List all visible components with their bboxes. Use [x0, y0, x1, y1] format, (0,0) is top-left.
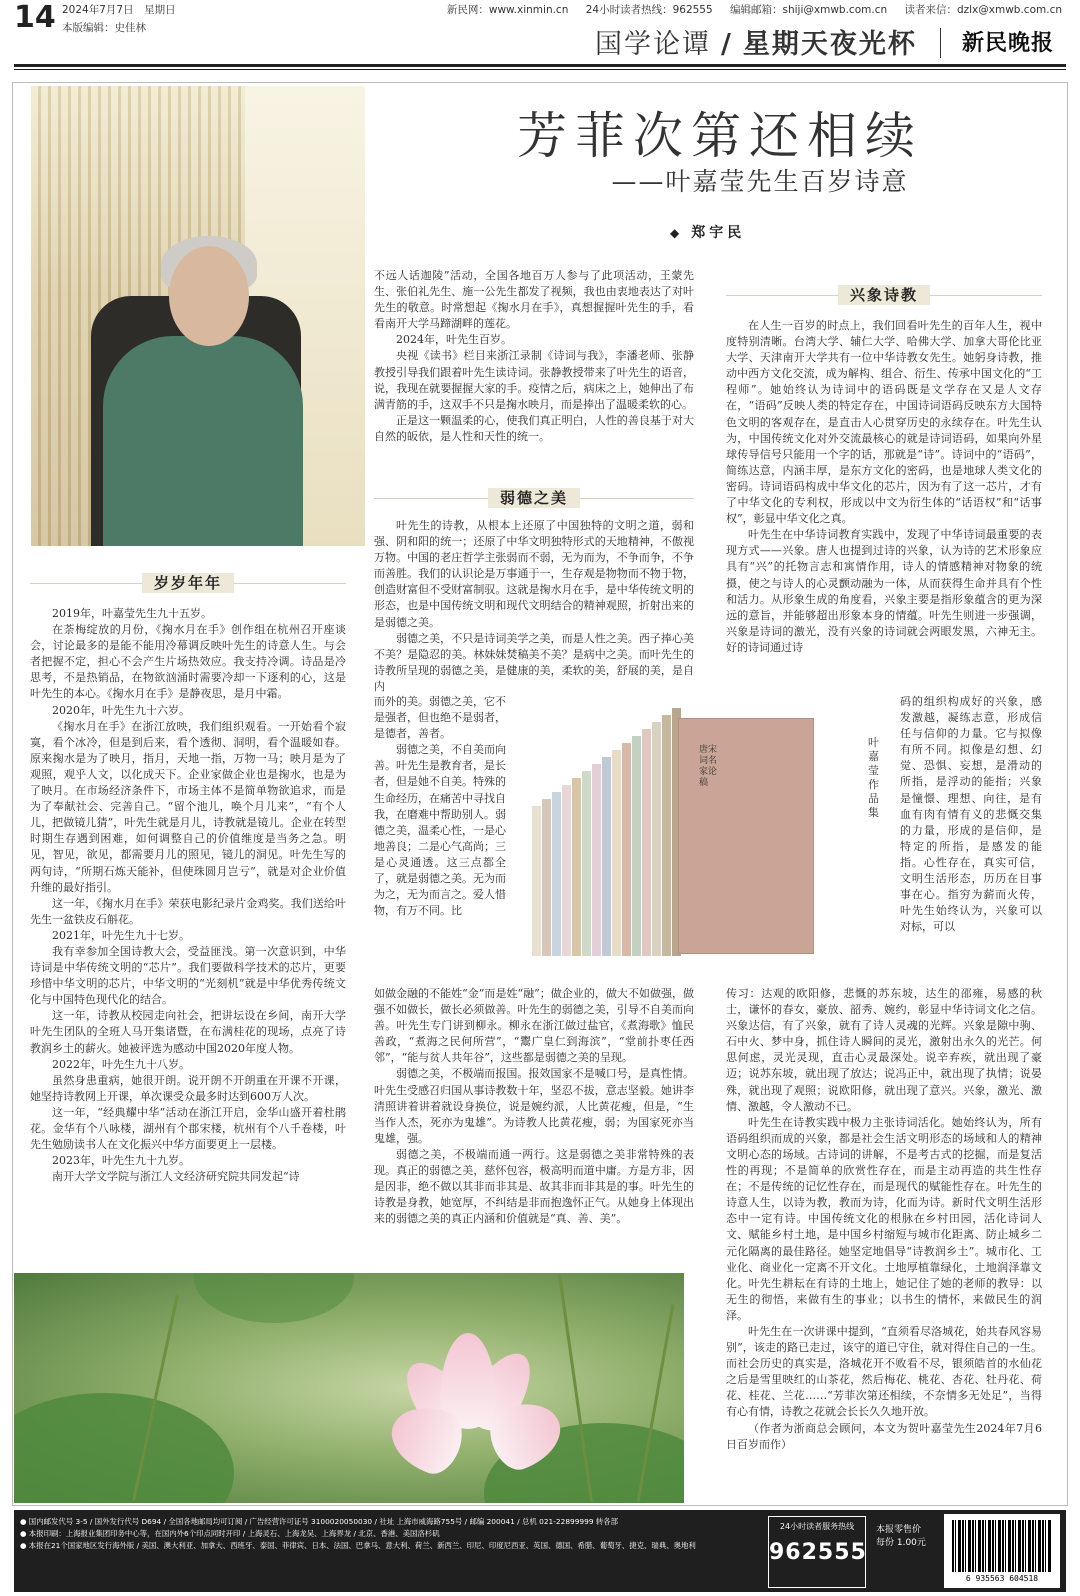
book-spine — [572, 778, 582, 956]
issue-date: 2024年7月7日 星期日 — [62, 4, 176, 16]
book-spine — [612, 750, 622, 956]
article-subtitle: ——叶嘉莹先生百岁诗意 — [611, 167, 909, 196]
section-name-yeguangbei: 星期天夜光杯 — [742, 29, 917, 60]
paragraph: 央视《读书》栏目来浙江录制《诗词与我》，李潘老师、张静教授引导我们跟着叶先生读诗词。张静教授带来了叶先生的语音，说，我现在就要握握大家的手。疫情之后，病床之上，她伸出了布满青筋的手，这双手不只是掬水映月，而是捧出了温暖柔软的心。 — [374, 349, 694, 411]
byline — [670, 222, 745, 242]
lotus-photo — [14, 1273, 684, 1503]
book-spine — [542, 799, 552, 956]
header-rule-thin — [14, 69, 1066, 70]
paragraph: 不远人话迦陵”活动，全国各地百万人参与了此项活动，王蒙先生、张伯礼先生、施一公先生都发了视频，我也由衷地表达了对叶先生的敬意。时常想起《掬水月在手》，真想握握叶先生的手，看看南开大学马蹄湖畔的莲花。 — [374, 269, 694, 331]
section-heading-text: 兴象诗教 — [838, 285, 930, 305]
lotus-leaf — [14, 1393, 234, 1503]
paragraph: 弱德之美，不只是诗词美学之美，而是人性之美。西子捧心美不美？是隐忍的美。林妹妹焚稿美不美？是病中之美。而叶先生的诗教所呈现的弱德之美，是健康的美，柔软的美，舒展的美，是自内 — [374, 631, 694, 693]
paragraph: 这一年，诗教从校园走向社会，把讲坛设在乡间，南开大学叶先生团队的全班人马开集诸暨，在布满桂花的现场，点亮了诗教润乡土的薪火。她被评选为感动中国2020年度人物。 — [30, 1009, 346, 1055]
footer-bar — [14, 1510, 1066, 1592]
column-3-bottom-text — [726, 986, 1042, 1460]
header-rule-thick — [14, 64, 1066, 67]
book-spine — [592, 764, 602, 956]
book-spine — [642, 729, 652, 956]
diamond-icon: ◆ — [670, 226, 684, 240]
paragraph: 2024年，叶先生百岁。 — [396, 333, 512, 347]
footer-line: ● 本报在21个国家地区发行海外版 / 美国、澳大利亚、加拿大、西班牙、泰国、菲律宾、日本、法国、巴拿马、意大利、荷兰、新西兰、印尼、印度尼西亚、英国、德国、希腊、葡萄牙、捷克、瑞典、奥地利 — [20, 1541, 696, 1550]
lotus-leaf — [194, 1273, 354, 1323]
paragraph: 叶先生在一次讲课中提到，“直须看尽洛城花，始共春风容易别”，该走的路已走过，该守的道已守住，就对得住自己的一生。而社会历史的真实是，洛城花开不败看不尽，银须皓首的水仙花之后是雪里映红的山茶花，然后梅花、桃花、杏花、牡丹花、荷花、桂花、兰花……“芳菲次第还相续，不奈情多无处足”，当得有心有情，诗教之花就会长长久久地开放。 — [726, 1324, 1042, 1419]
paragraph: 正是这一颗温柔的心，使我们真正明白，人性的善良基于对大自然的皈依，是人性和天性的统一。 — [374, 413, 694, 443]
paragraph: 弱德之美，不自美而向善。叶先生是教育者，是长者，但是她不自美。特殊的生命经历，在痛苦中寻找自我，在磨难中帮助别人。弱德之美，温柔心性，一是心地善良；二是心气高尚；三是心灵通透。这三点都全了，就是弱德之美。无为而为之，无为而言之。爱人惜物，有万不同。比 — [374, 743, 506, 918]
column-3-top-text — [726, 318, 1042, 698]
series-label: 叶嘉莹作品集 — [868, 736, 879, 819]
barcode — [944, 1514, 1060, 1588]
paragraph: 这一年，“经典耀中华”活动在浙江开启，金华山盛开着杜鹃花。金华有个八咏楼，湖州有个郡宋楼，杭州有个八千卷楼，叶先生勉励读书人在文化振兴中华方面要更上一层楼。 — [30, 1105, 346, 1152]
paragraph: 叶先生在中华诗词教育实践中，发现了中华诗词最重要的表现方式——兴象。唐人也提到过诗的兴象，认为诗的艺术形象应具有“兴”的托物言志和寓情作用，诗人的情感精神对物象的统摄，使之与诗人的心灵颤动融为一体，从而获得生命并具有个性和活力。从形象生成的角度看，兴象主要是指形象蕴含的更为深远的意旨，并能够超出形象本身的情蕴。叶先生则进一步强调，兴象是诗词的激光，没有兴象的诗词就会两眼发黑，六神无主。好的诗词通过诗 — [726, 528, 1042, 654]
hotline-box — [768, 1516, 866, 1588]
book-spine — [552, 792, 562, 956]
price-info — [876, 1524, 926, 1550]
paragraph: 2020年，叶先生九十六岁。 — [52, 703, 190, 717]
paragraph: 传习：达观的欧阳修，悲慨的苏东坡，达生的邵雍，易感的秋士，谦怀的春女，豪放、韶秀、婉约，彰显中华诗词文化之信。兴象达信，有了兴象，就有了诗人灵魂的光辉。兴象是隙中驹、石中火、梦中身，抓住诗人瞬间的灵光，激射出永久的光芒。何思何虑，灵光灵现，直击心灵最深处。说辛弃疾，就出现了豪迈；说苏东坡，就出现了放达；说冯正中，就出现了执情；说晏殊，就出现了观照；说欧阳修，就出现了意兴。兴象，激光、激情、激越，令人激动不已。 — [726, 987, 1042, 1113]
paragraph: 我有幸参加全国诗教大会，受益匪浅。第一次意识到，中华诗词是中华传统文明的“芯片”。我们要做科学技术的芯片，更要珍惜中华文明的芯片，中华文明的“光刻机”就是中华优秀传统文化与中国特色现代化的结合。 — [30, 944, 346, 1007]
column-2-top-text — [374, 268, 694, 470]
book-spine — [622, 743, 632, 956]
footer-line: ● 国内邮发代号 3-5 / 国外发行代号 D694 / 全国各地邮局均可订阅 / 广告经营许可证号 3100020050030 / 社址 上海市威海路755号 / 邮编 200041 / 总机 021-22899999 转各部 — [20, 1517, 619, 1526]
page-number: 14 — [14, 0, 56, 35]
barcode-bars — [952, 1520, 1052, 1572]
book-spine — [662, 715, 672, 956]
price-value: 每份 1.00元 — [876, 1538, 926, 1548]
paragraph: 叶先生在诗教实践中极力主张诗词活化。她始终认为，所有语码组织而成的兴象，都是社会生活文明形态的场域和人的精神文明心态的场域。古诗词的讲解，不是考古式的挖掘，而是复活性的再现；不是简单的欣赏性存在，而是主动再造的共生性存在；不是传统的记忆性存在，而是现代的赋能性存在。叶先生的诗意人生，以诗为教，教而为诗，化而为诗。新时代文明生活形态中一定有诗。中国传统文化的根脉在乡村田园，活化诗词人文、赋能乡村土地，是中国乡村缩短与城市化距离、防止城乡二元化隔离的最佳路径。她坚定地倡导“诗教润乡土”。城市化、工业化、商业化一定离不开文化。土地厚植靠绿化，土地润泽靠文化。叶先生耕耘在有诗的土地上，她记住了她的老师的教导：以无生的彻悟，来做有生的事业；以书生的情怀，来做民生的润泽。 — [726, 1115, 1042, 1322]
section-heading-ruode — [374, 487, 694, 508]
footer-line: ● 本报印刷：上海报业集团印务中心等，在国内外6个印点同时开印 / 上海灵石、上海龙吴、上海界龙 / 北京、香港、美国洛杉矶 — [20, 1529, 440, 1538]
article-title: 芳菲次第还相续 — [517, 107, 923, 165]
paragraph: （作者为浙商总会顾问，本文为贺叶嘉莹先生2024年7月6日百岁而作） — [726, 1421, 1042, 1451]
book-spine — [602, 757, 612, 956]
column-3-wrap-text — [900, 694, 1042, 986]
price-label: 本报零售价 — [876, 1525, 922, 1535]
barcode-digits: 6 935563 604518 — [965, 1574, 1039, 1583]
figure-head — [169, 246, 249, 346]
paragraph: 虽然身患重病，她很开朗。说开朗不开朗重在开课不开课，她坚持诗教网上开课，单次课受众最多时达到600万人次。 — [30, 1073, 346, 1103]
contact-info — [433, 2, 1062, 17]
hotline-text: 24小时读者热线：962555 — [585, 4, 713, 16]
page-editor: 本版编辑：史佳林 — [62, 22, 146, 34]
book-spine — [532, 806, 542, 956]
section-title — [595, 22, 917, 61]
column-2-wrap-text — [374, 694, 506, 986]
paragraph: 2019年，叶嘉莹先生九十五岁。 — [52, 607, 212, 620]
book-spine — [652, 722, 662, 956]
reader-email-link[interactable]: 读者来信：dzlx@xmwb.com.cn — [904, 4, 1062, 16]
paragraph: 弱德之美，不极端而通一两行。这是弱德之美非常特殊的表现。真正的弱德之美，慈怀包容，极高明而道中庸。方是方非，因是因非，绝不做以其非而非其是、故其非而非其是的事。叶先生的诗教是身教，她宽厚，不纠结是非而抱逸怀正气。从她身上体现出来的弱德之美的真正内涵和价值就是“真、善、美”。 — [374, 1147, 694, 1226]
book-cover-title: 唐宋词名家论稿 — [699, 745, 718, 788]
section-name-guoxue: 国学论谭 — [595, 29, 711, 60]
paragraph: 2023年，叶先生九十九岁。 — [52, 1154, 190, 1168]
column-2-bottom-text — [374, 986, 694, 1256]
hotline-label: 24小时读者服务热线 — [779, 1522, 855, 1531]
section-heading-text: 岁岁年年 — [142, 573, 234, 593]
book-spine — [582, 771, 592, 956]
editor-email-link[interactable]: 编辑邮箱：shiji@xmwb.com.cn — [730, 4, 888, 16]
paragraph: 南开大学文学院与浙江人文经济研究院共同发起“诗 — [52, 1170, 300, 1184]
book-spine — [562, 785, 572, 956]
hotline-number: 962555 — [769, 1540, 867, 1565]
paragraph: 叶先生的诗教，从根本上还原了中国独特的文明之道，弱和强、阴和阳的统一；还原了中华文明独特形式的天地精神，不傲视万物。中国的老庄哲学主张弱而不弱，无为而为，不争而争，不争而善胜。我们的认识论是万事通于一，生存观是物物而不物于物，创造财富但不受财富制驭。这就是掬水月在手，是中华传统文明的形态，也是中国传统文明和现代文明结合的精神观照，折射出来的是弱德之美。 — [374, 519, 694, 629]
section-heading-suisui — [30, 572, 346, 593]
paragraph: 而外的美。弱德之美，它不是强者，但也绝不是弱者，是德者，善者。 — [374, 695, 506, 741]
portrait-photo — [31, 86, 365, 546]
paragraph: 2022年，叶先生九十八岁。 — [52, 1057, 190, 1071]
section-heading-xingxiang — [726, 284, 1042, 305]
paragraph: 弱德之美，不极端而报国。报效国家不是喊口号，是真性情。叶先生受感召归国从事诗教数十年，坚忍不拔，意志坚毅。她讲李清照讲着讲着就设身换位，说是婉约派，人比黄花瘦，但是，“生当作人杰，死亦为鬼雄”。为诗教人比黄花瘦，弱；为国家死亦当鬼雄，强。 — [374, 1067, 694, 1145]
footer-info — [20, 1516, 750, 1552]
book-cover — [678, 718, 814, 954]
section-heading-text: 弱德之美 — [488, 488, 580, 508]
column-2-ruode-text — [374, 518, 694, 694]
book-spine — [632, 736, 642, 956]
figure-body — [103, 336, 303, 546]
paragraph: 《掬水月在手》在浙江放映，我们组织观看。一开始看个寂寞，看个冰冷，但是到后来，看个透彻、洞明，看个温暖如春。原来掬水是为了映月，指月，天地一指，万物一马；映月是为了观照，观乎人文，以化成天下。企业家做企业也是掬水，也是为了映月。在市场经济条件下，市场主体不是简单物欲追求，而是为了奉献社会、完善自己。“留个池儿，唤个月儿来”，“有个人儿，把做镜儿猜”，叶先生就是月儿，诗教就是镜儿。企业在转型时期生存遇到困难，如何调整自己的价值维度是当务之急。明见，智见，欲见，都需要月儿的照见，镜儿的洞见。叶先生写的两句诗，“所期石炼天能补，但使珠圆月岂亏”，就是对企业价值升维的最好指引。 — [30, 719, 346, 894]
header-divider — [940, 28, 941, 58]
paragraph: 这一年，《掬水月在手》荣获电影纪录片金鸡奖。我们送给叶先生一盆铁皮石斛花。 — [30, 896, 346, 926]
paragraph: 2021年，叶先生九十七岁。 — [52, 928, 190, 942]
paragraph: 在荼梅绽放的月份，《掬水月在手》创作组在杭州召开座谈会，讨论最多的是能不能用冷幕调反映叶先生的诗意人生。与会者把握不定，担心不会产生片场热效应。我支持冷调。诗品是冷思考，不是热销品，在物欲汹涌时需要冷却一下逐利的心，这是叶先生的本心。《掬水月在手》是静夜思，是月中霜。 — [30, 623, 346, 701]
books-photo — [528, 706, 888, 956]
section-separator: / — [721, 29, 733, 60]
article-header — [390, 96, 1050, 246]
website-link[interactable]: 新民网：www.xinmin.cn — [446, 4, 569, 16]
newspaper-logo: 新民晚报 — [962, 30, 1055, 56]
paragraph: 码的组织构成好的兴象，感发激越，凝练志意，形成信任与信仰的力量。它与拟像有所不同。拟像是幻想、幻觉、恐惧、妄想，是滑动的所指，是浮动的能指；兴象是憧憬、理想、向往，是有血有肉有情有义的悲慨交集的力量，形成的是信仰，是特定的所指，是感发的能指。心性存在，真实可信，文明生活形态，历历在目事事在心。指穷为薪而火传，叶先生始终认为，兴象可以对标，可以 — [900, 695, 1042, 934]
paragraph: 在人生一百岁的时点上，我们回看叶先生的百年人生，视中度特别清晰。台湾大学、辅仁大学、哈佛大学、加拿大哥伦比亚大学、天津南开大学共有一位中华诗教女先生。她躬身诗教，推动中西方文化交流，成为解构、组合、衍生、传承中国文化的“工程师”。她始终认为诗词中的语码既是文学存在又是人文存在，“语码”反映人类的特定存在，中国诗词语码反映东方大国特色文明的客观存在，是直击人心贯穿历史的永续存在。叶先生认为，中国传统文化对外交流最核心的就是诗词语码，如果向外星球传导信号只能用一个字的话，那就是“诗”。诗词中的“语码”，简练达意，内涵丰厚，是东方文化的密码，也是地球人类文化的密码。诗词语码构成中华文化的芯片，因为有了这一芯片，才有了中华文化的专利权，形成以中文为衍生体的“话语权”和“话事权”，彰显中华文化之真。 — [726, 319, 1042, 526]
column-1-text — [30, 606, 346, 1256]
paragraph: 如做金融的不能姓“金”而是姓“融”；做企业的，做大不如做强，做强不如做长，做长必须做善。叶先生的弱德之美，引导不自美而向善。叶先生专门讲到柳永。柳永在浙江做过盐官，《煮海歌》恤民善政，“煮海之民何所营”，“鬻广皇仁到海滨”，“堂前扑枣任西邻”，“能与贫人共年谷”，这些都是弱德之美的呈现。 — [374, 987, 694, 1065]
author-name: 郑宇民 — [691, 225, 746, 241]
